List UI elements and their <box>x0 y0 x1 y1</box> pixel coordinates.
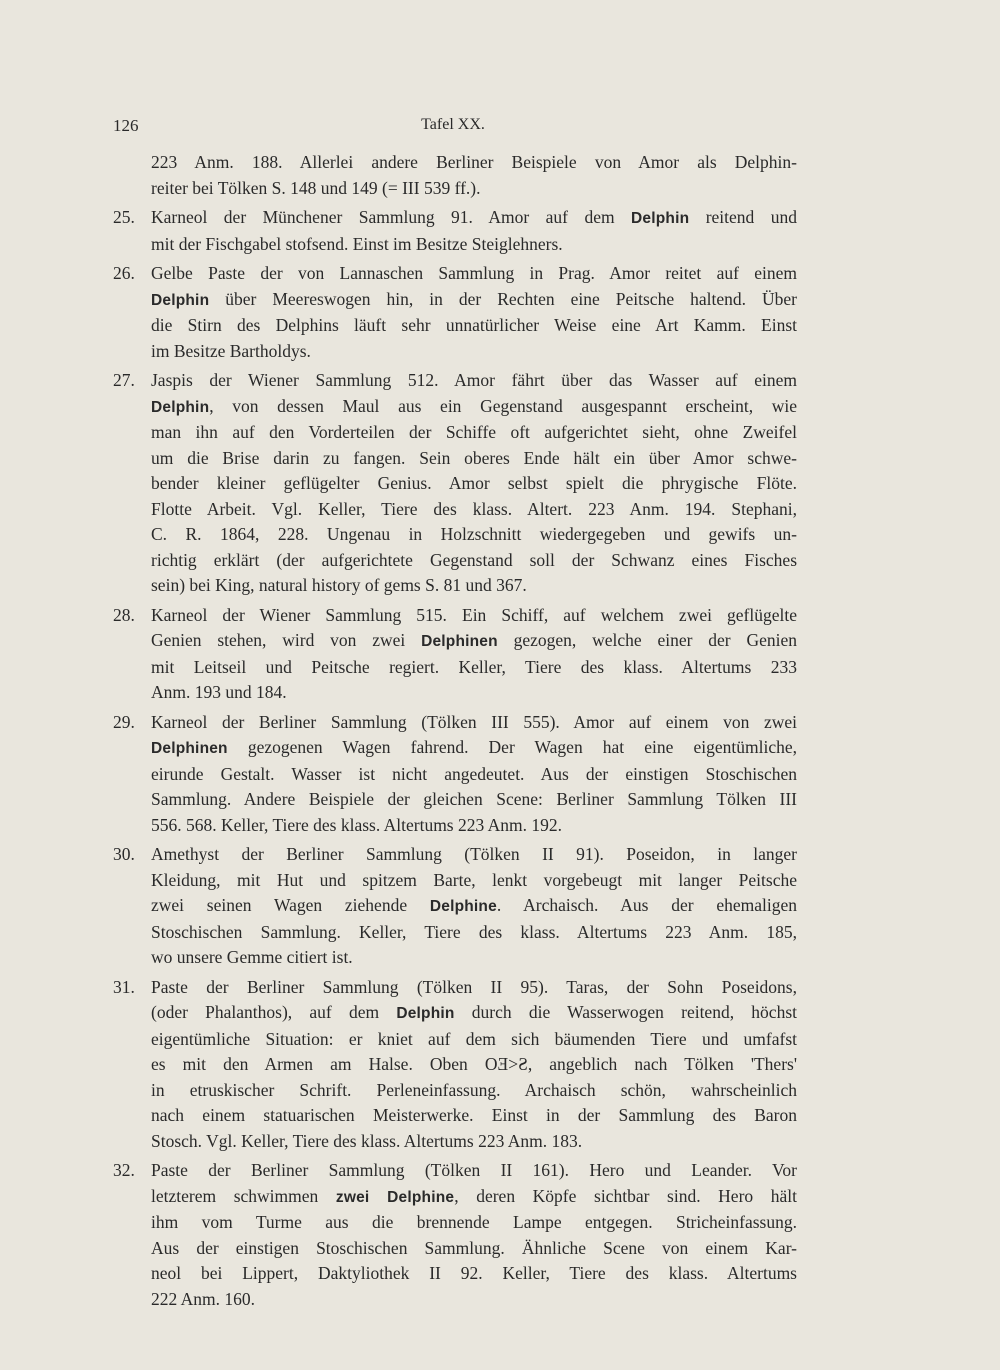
text-line: Kleidung, mit Hut und spitzem Barte, lenkt vorgebeugt mit langer Peitsche <box>151 869 797 890</box>
text-line: 223 Anm. 188. Allerlei andere Berliner Beispiele von Amor als Delphin- <box>151 152 797 172</box>
text-line: es mit den Armen am Halse. Oben ОƎ>Ƨ, angeblich nach Tölken 'Thers' <box>151 1054 797 1074</box>
catalogue-entry <box>113 261 797 364</box>
entry-number <box>113 150 151 201</box>
page-title: Tafel XX. <box>421 116 485 133</box>
entry-text <box>151 368 797 599</box>
text-line: um die Brise darin zu fangen. Sein oberes Ende hält ein über Amor schwe- <box>151 447 797 468</box>
text-line: mit der Fischgabel stofsend. Einst im Besitze Steiglehners. <box>151 233 563 254</box>
text-line: Amethyst der Berliner Sammlung (Tölken II 91). Poseidon, in langer <box>151 844 797 864</box>
text-line: Karneol der Wiener Sammlung 515. Ein Schiff, auf welchem zwei geflügelte <box>151 604 797 625</box>
text-line: sein) bei King, natural history of gems S. 81 und 367. <box>151 575 527 595</box>
entry-text <box>151 150 797 201</box>
entry-number: 25. <box>113 207 135 227</box>
emphasized-word: zwei Delphine <box>335 1188 455 1206</box>
text-line: Delphinen gezogenen Wagen fahrend. Der Wagen hat eine eigentümliche, <box>151 737 797 757</box>
entry-text <box>151 842 797 971</box>
entry-number: 28. <box>113 604 135 625</box>
text-line: Jaspis der Wiener Sammlung 512. Amor fährt über das Wasser auf einem <box>151 370 797 390</box>
entry-text <box>151 1158 797 1312</box>
entry-number: 32. <box>113 1160 135 1180</box>
text-line: zwei seinen Wagen ziehende Delphine. Archaisch. Aus der ehemaligen <box>151 895 797 915</box>
text-line: man ihn auf den Vorderteilen der Schiffe oft aufgerichtet sieht, ohne Zweifel <box>151 422 797 442</box>
text-line: im Besitze Bartholdys. <box>151 340 311 361</box>
text-line: eigentümliche Situation: er kniet auf dem sich bäumenden Tiere und umfafst <box>151 1028 797 1049</box>
emphasized-word: Delphine <box>429 898 497 915</box>
entry-text <box>151 603 797 706</box>
entry-number: 26. <box>113 263 135 283</box>
emphasized-word: Delphinen <box>421 633 498 650</box>
text-line: ihm vom Turme aus die brennende Lampe entgegen. Stricheinfassung. <box>151 1212 797 1232</box>
text-line: Anm. 193 und 184. <box>151 682 287 702</box>
text-line: Karneol der Münchener Sammlung 91. Amor auf dem Delphin reitend und <box>151 207 797 227</box>
entry-number: 29. <box>113 711 135 732</box>
catalogue-entries <box>113 150 797 1316</box>
page-number: 126 <box>113 116 139 135</box>
catalogue-entry <box>113 603 797 706</box>
text-line: Flotte Arbeit. Vgl. Keller, Tiere des klass. Altert. 223 Anm. 194. Stephani, <box>151 498 797 519</box>
text-line: Paste der Berliner Sammlung (Tölken II 95). Taras, der Sohn Poseidons, <box>151 976 797 997</box>
text-line: Delphin über Meereswogen hin, in der Rechten eine Peitsche haltend. Über <box>151 288 797 309</box>
text-line: wo unsere Gemme citiert ist. <box>151 947 353 967</box>
text-line: C. R. 1864, 228. Ungenau in Holzschnitt wiedergegeben und gewifs un- <box>151 524 797 544</box>
entry-text <box>151 261 797 364</box>
entry-text <box>151 710 797 839</box>
emphasized-word: Delphin <box>151 291 210 309</box>
text-line: 222 Anm. 160. <box>151 1288 256 1309</box>
text-line: in etruskischer Schrift. Perleneinfassung. Archaisch schön, wahrscheinlich <box>151 1079 797 1100</box>
text-line: neol bei Lippert, Daktyliothek II 92. Keller, Tiere des klass. Altertums <box>151 1263 797 1283</box>
catalogue-entry <box>113 205 797 257</box>
text-line: Stoschischen Sammlung. Keller, Tiere des klass. Altertums 223 Anm. 185, <box>151 921 797 942</box>
text-line: 556. 568. Keller, Tiere des klass. Altertums 223 Anm. 192. <box>151 814 563 835</box>
entry-text <box>151 975 797 1155</box>
entry-number: 30. <box>113 844 135 864</box>
emphasized-word: Delphin <box>396 1005 455 1022</box>
text-line: Paste der Berliner Sammlung (Tölken II 161). Hero und Leander. Vor <box>151 1160 797 1180</box>
text-line: (oder Phalanthos), auf dem Delphin durch die Wasserwogen reitend, höchst <box>151 1002 797 1022</box>
text-line: reiter bei Tölken S. 148 und 149 (= III 539 ff.). <box>151 177 481 198</box>
text-line: die Stirn des Delphins läuft sehr unnatürlicher Weise eine Art Kamm. Einst <box>151 315 797 335</box>
text-line: Delphin, von dessen Maul aus ein Gegenstand ausgespannt erscheint, wie <box>151 395 797 416</box>
catalogue-entry <box>113 975 797 1155</box>
text-line: bender kleiner geflügelter Genius. Amor selbst spielt die phrygische Flöte. <box>151 473 797 493</box>
catalogue-entry <box>113 368 797 599</box>
catalogue-entry <box>113 842 797 971</box>
entry-text <box>151 205 797 257</box>
catalogue-entry <box>113 710 797 839</box>
emphasized-word: Delphinen <box>151 740 228 757</box>
page-header <box>113 116 793 140</box>
text-line: mit Leitseil und Peitsche regiert. Keller, Tiere des klass. Altertums 233 <box>151 656 797 677</box>
text-line: Stosch. Vgl. Keller, Tiere des klass. Altertums 223 Anm. 183. <box>151 1130 583 1151</box>
catalogue-entry <box>113 150 797 201</box>
text-line: Sammlung. Andere Beispiele der gleichen Scene: Berliner Sammlung Tölken III <box>151 789 797 809</box>
text-line: nach einem statuarischen Meisterwerke. Einst in der Sammlung des Baron <box>151 1105 797 1125</box>
entry-number: 27. <box>113 370 135 390</box>
text-line: richtig erklärt (der aufgerichtete Gegenstand soll der Schwanz eines Fisches <box>151 549 797 570</box>
emphasized-word: Delphin <box>151 398 210 416</box>
text-line: Gelbe Paste der von Lannaschen Sammlung in Prag. Amor reitet auf einem <box>151 263 797 283</box>
text-line: eirunde Gestalt. Wasser ist nicht angedeutet. Aus der einstigen Stoschischen <box>151 763 797 784</box>
emphasized-word: Delphin <box>631 210 690 227</box>
catalogue-entry <box>113 1158 797 1312</box>
text-line: Aus der einstigen Stoschischen Sammlung. Ähnliche Scene von einem Kar- <box>151 1237 797 1258</box>
text-line: Genien stehen, wird von zwei Delphinen gezogen, welche einer der Genien <box>151 630 797 650</box>
text-line: Karneol der Berliner Sammlung (Tölken III 555). Amor auf einem von zwei <box>151 711 797 732</box>
entry-number: 31. <box>113 976 135 997</box>
text-line: letzterem schwimmen zwei Delphine, deren Köpfe sichtbar sind. Hero hält <box>151 1185 798 1206</box>
